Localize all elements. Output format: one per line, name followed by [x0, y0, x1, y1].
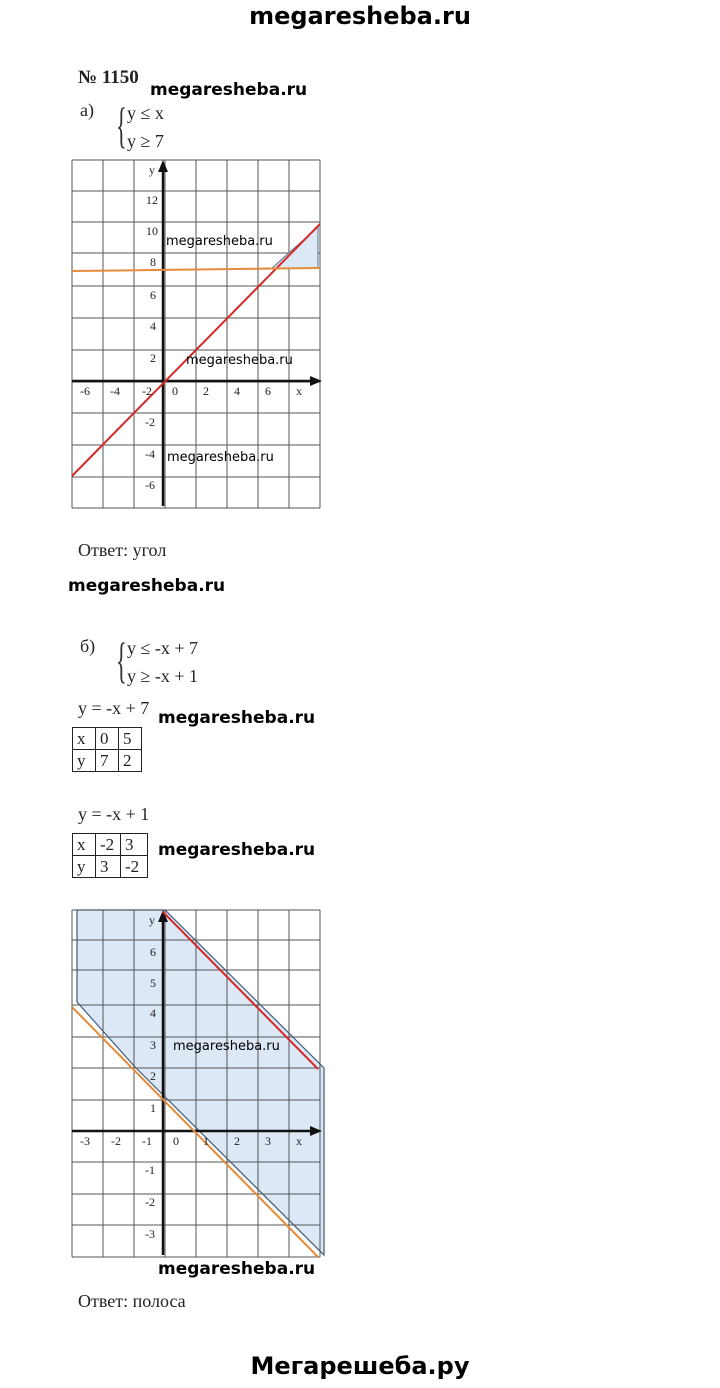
graph-a-x-tick: -4: [110, 384, 120, 398]
graph-a-x-label: x: [296, 384, 302, 398]
graph-b-x-tick: 3: [265, 1134, 271, 1148]
watermark: megaresheba.ru: [186, 353, 293, 368]
watermark: megaresheba.ru: [150, 80, 308, 100]
site-footer[interactable]: Мегарешеба.ру: [250, 1352, 470, 1380]
table-cell: y: [73, 750, 96, 772]
graph-a-y-tick: -2: [145, 415, 155, 429]
watermark: megaresheba.ru: [166, 234, 273, 249]
part-a-answer: Ответ: угол: [78, 540, 167, 560]
part-b-label: б): [80, 636, 96, 656]
watermark: megaresheba.ru: [158, 840, 316, 860]
part-b-answer: Ответ: полоса: [78, 1291, 186, 1311]
graph-a-y-tick: 4: [150, 319, 156, 333]
watermark: megaresheba.ru: [167, 450, 274, 465]
table-cell: 2: [119, 750, 142, 772]
graph-a-y-tick: 10: [146, 224, 158, 238]
graph-b-y-tick: 5: [150, 976, 156, 990]
graph-a-y-tick: 12: [146, 193, 158, 207]
graph-b-x-tick: -1: [142, 1134, 152, 1148]
table-cell: 0: [96, 728, 119, 750]
watermark: megaresheba.ru: [173, 1039, 280, 1054]
graph-b-y-tick: 6: [150, 945, 156, 959]
part-a-inequality-1: y ≤ x: [127, 103, 164, 123]
graph-b-x-tick: 2: [234, 1134, 240, 1148]
graph-a-y-tick: -4: [145, 447, 155, 461]
part-b-inequality-2: y ≥ -x + 1: [127, 666, 199, 686]
graph-a-x-tick: -6: [80, 384, 90, 398]
table-cell: x: [73, 728, 96, 750]
watermark: megaresheba.ru: [158, 708, 316, 728]
table-2-title: y = -x + 1: [78, 804, 150, 824]
table-cell: -2: [121, 856, 148, 878]
graph-a-x-tick: -2: [142, 384, 152, 398]
graph-a-y-tick: 2: [150, 351, 156, 365]
site-header[interactable]: megaresheba.ru: [249, 2, 471, 30]
graph-a-x-tick: 6: [265, 384, 271, 398]
part-a-label: а): [80, 100, 94, 120]
graph-b-y-tick: 1: [150, 1101, 156, 1115]
graph-a-x-tick: 0: [172, 384, 178, 398]
table-cell: -2: [96, 834, 121, 856]
graph-b-y-label: y: [149, 913, 155, 927]
graph-b-x-tick: 0: [173, 1134, 179, 1148]
part-b-inequality-1: y ≤ -x + 7: [127, 638, 199, 658]
graph-a-y-tick: -6: [145, 478, 155, 492]
table-cell: 3: [96, 856, 121, 878]
graph-b-x-label: x: [296, 1134, 302, 1148]
graph-a-y-tick: 8: [150, 255, 156, 269]
graph-b-x-tick: 1: [203, 1134, 209, 1148]
problem-number: № 1150: [78, 67, 139, 88]
graph-b-y-tick: 2: [150, 1069, 156, 1083]
graph-b-x-tick: -2: [111, 1134, 121, 1148]
table-cell: 3: [121, 834, 148, 856]
table-cell: x: [73, 834, 96, 856]
system-brace: {: [116, 97, 127, 153]
graph-b-y-tick: -2: [145, 1195, 155, 1209]
graph-a-y-tick: 6: [150, 288, 156, 302]
graph-b-y-tick: 3: [150, 1038, 156, 1052]
table-cell: y: [73, 856, 96, 878]
table-1-title: y = -x + 7: [78, 698, 150, 718]
graph-b-y-tick: 4: [150, 1006, 156, 1020]
graph-a-x-tick: 4: [234, 384, 240, 398]
graph-a-y-label: y: [149, 163, 155, 177]
graph-a-x-tick: 2: [203, 384, 209, 398]
graph-b-solution-region: [77, 910, 324, 1255]
graph-b-y-tick: -3: [145, 1227, 155, 1241]
system-brace: {: [116, 632, 127, 688]
graph-b-x-tick: -3: [80, 1134, 90, 1148]
table-cell: 5: [119, 728, 142, 750]
table-cell: 7: [96, 750, 119, 772]
watermark: megaresheba.ru: [68, 576, 226, 596]
watermark: megaresheba.ru: [158, 1259, 316, 1279]
graph-b-y-tick: -1: [145, 1163, 155, 1177]
part-a-inequality-2: y ≥ 7: [127, 131, 164, 151]
